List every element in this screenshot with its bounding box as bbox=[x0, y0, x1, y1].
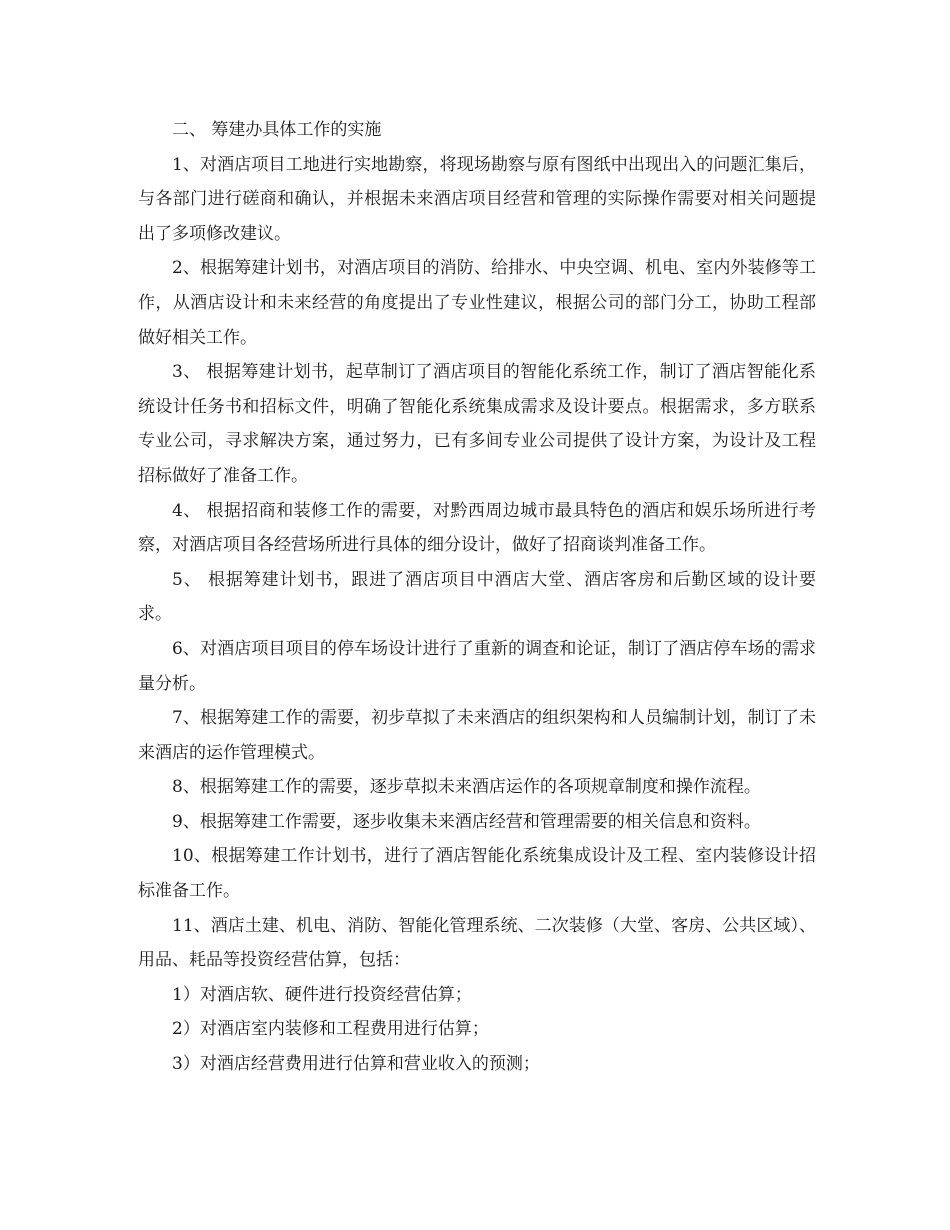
sub-item-1: 1）对酒店软、硬件进行投资经营估算； bbox=[172, 984, 472, 1005]
sub-item-2: 2）对酒店室内装修和工程费用进行估算； bbox=[172, 1019, 489, 1040]
document-body bbox=[138, 113, 816, 1082]
paragraph-9: 9、根据筹建工作需要，逐步收集未来酒店经营和管理需要的相关信息和资料。 bbox=[172, 811, 761, 832]
sub-item-3: 3）对酒店经营费用进行估算和营业收入的预测； bbox=[172, 1054, 540, 1075]
paragraph-6: 6、对酒店项目项目的停车场设计进行了重新的调查和论证，制订了酒店停车场的需求量分析。 bbox=[138, 638, 816, 694]
paragraph-7: 7、根据筹建工作的需要，初步草拟了未来酒店的组织架构和人员编制计划，制订了未来酒店的运作管理模式。 bbox=[138, 708, 816, 763]
section-heading: 二、 筹建办具体工作的实施 bbox=[172, 120, 382, 140]
paragraph-10: 10、根据筹建工作计划书，进行了酒店智能化系统集成设计及工程、室内装修设计招标准备工作。 bbox=[138, 846, 816, 902]
paragraph-1: 1、对酒店项目工地进行实地勘察，将现场勘察与原有图纸中出现出入的问题汇集后，与各部门进行磋商和确认，并根据未来酒店项目经营和管理的实际操作需要对相关问题提出了多项修改建议。 bbox=[138, 154, 816, 244]
paragraph-3: 3、 根据筹建计划书，起草制订了酒店项目的智能化系统工作，制订了酒店智能化系统设计任务书和招标文件，明确了智能化系统集成需求及设计要点。根据需求，多方联系专业公司，寻求解决方案，通过努力，已有多间专业公司提供了设计方案，为设计及工程招标做好了准备工作。 bbox=[138, 362, 816, 486]
paragraph-11: 11、酒店土建、机电、消防、智能化管理系统、二次装修（大堂、客房、公共区域）、用品、耗品等投资经营估算，包括： bbox=[138, 915, 816, 971]
paragraph-5: 5、 根据筹建计划书，跟进了酒店项目中酒店大堂、酒店客房和后勤区域的设计要求。 bbox=[138, 569, 816, 625]
paragraph-8: 8、根据筹建工作的需要，逐步草拟未来酒店运作的各项规章制度和操作流程。 bbox=[172, 777, 761, 798]
paragraph-2: 2、根据筹建计划书，对酒店项目的消防、给排水、中央空调、机电、室内外装修等工作，从酒店设计和未来经营的角度提出了专业性建议，根据公司的部门分工，协助工程部做好相关工作。 bbox=[138, 258, 816, 348]
paragraph-4: 4、 根据招商和装修工作的需要，对黔西周边城市最具特色的酒店和娱乐场所进行考察，对酒店项目各经营场所进行具体的细分设计，做好了招商谈判准备工作。 bbox=[138, 500, 816, 556]
